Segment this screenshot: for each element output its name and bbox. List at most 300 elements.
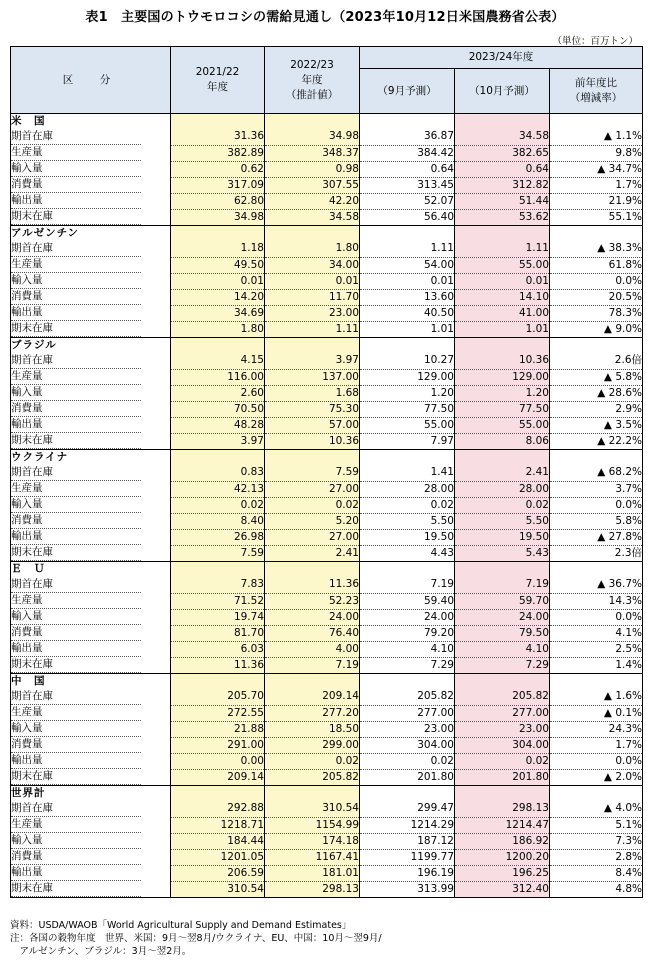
group-label: ブラジル (11, 338, 171, 354)
table-row (11, 433, 643, 450)
table-row (11, 385, 643, 401)
table-row (11, 497, 643, 513)
row-label-cell (11, 609, 171, 625)
group-label: アルゼンチン (11, 226, 171, 242)
change-cell: 0.0% (550, 609, 643, 625)
value-cell: 0.02 (171, 497, 265, 513)
change-cell: 0.0% (550, 497, 643, 513)
group-row (11, 226, 643, 242)
value-cell: 129.00 (455, 369, 550, 385)
value-cell: 8.40 (171, 513, 265, 529)
value-cell: 49.50 (171, 257, 265, 273)
row-label-cell (11, 849, 171, 865)
value-cell: 14.10 (455, 289, 550, 305)
value-cell: 384.42 (360, 145, 455, 161)
table-row (11, 657, 643, 674)
row-label-cell (11, 689, 171, 705)
row-label: 期首在庫 (11, 801, 141, 817)
group-spacer-cell (171, 562, 265, 578)
group-label: 米 国 (11, 114, 171, 130)
row-label: 期首在庫 (11, 241, 141, 257)
row-label-cell (11, 593, 171, 609)
table-row (11, 753, 643, 769)
row-label: 生産量 (11, 481, 141, 497)
header-2023-24: 2023/24年度 (360, 47, 643, 69)
value-cell: 4.43 (360, 545, 455, 562)
value-cell: 42.20 (265, 193, 360, 209)
table-row (11, 609, 643, 625)
value-cell: 5.20 (265, 513, 360, 529)
value-cell: 71.52 (171, 593, 265, 609)
row-label-cell (11, 209, 171, 226)
value-cell: 209.14 (171, 769, 265, 786)
row-label-cell (11, 417, 171, 433)
change-cell: ▲ 27.8% (550, 529, 643, 545)
value-cell: 1.80 (171, 321, 265, 338)
value-cell: 18.50 (265, 721, 360, 737)
row-label: 輸出量 (11, 865, 141, 881)
row-label-cell (11, 513, 171, 529)
value-cell: 186.92 (455, 833, 550, 849)
value-cell: 7.19 (455, 577, 550, 593)
row-label: 期末在庫 (11, 769, 141, 785)
row-label-cell (11, 129, 171, 145)
supply-demand-table (10, 46, 643, 898)
value-cell: 27.00 (265, 529, 360, 545)
header-category: 区 分 (11, 47, 171, 114)
value-cell: 10.36 (265, 433, 360, 450)
value-cell: 0.01 (171, 273, 265, 289)
value-cell: 40.50 (360, 305, 455, 321)
value-cell: 81.70 (171, 625, 265, 641)
group-spacer-cell (171, 114, 265, 130)
value-cell: 34.98 (171, 209, 265, 226)
row-label: 期首在庫 (11, 465, 141, 481)
row-label-cell (11, 177, 171, 193)
value-cell: 1.68 (265, 385, 360, 401)
value-cell: 0.83 (171, 465, 265, 481)
value-cell: 1218.71 (171, 817, 265, 833)
row-label: 消費量 (11, 513, 141, 529)
value-cell: 382.65 (455, 145, 550, 161)
row-label: 消費量 (11, 849, 141, 865)
value-cell: 23.00 (360, 721, 455, 737)
table-row (11, 625, 643, 641)
value-cell: 59.70 (455, 593, 550, 609)
value-cell: 0.01 (455, 273, 550, 289)
group-spacer-cell (265, 674, 360, 690)
row-label: 期首在庫 (11, 689, 141, 705)
value-cell: 277.00 (360, 705, 455, 721)
change-cell: ▲ 28.6% (550, 385, 643, 401)
source-note: 資料：USDA/WAOB「World Agricultural Supply and Demand Estimates」 (10, 920, 352, 931)
group-spacer-cell (550, 338, 643, 354)
change-cell: 0.0% (550, 273, 643, 289)
value-cell: 310.54 (171, 881, 265, 898)
value-cell: 0.02 (455, 753, 550, 769)
value-cell: 26.98 (171, 529, 265, 545)
change-cell: 2.3倍 (550, 545, 643, 562)
table-row (11, 321, 643, 338)
row-label: 生産量 (11, 705, 141, 721)
table-row (11, 737, 643, 753)
row-label-cell (11, 305, 171, 321)
change-cell: ▲ 0.1% (550, 705, 643, 721)
value-cell: 5.50 (455, 513, 550, 529)
value-cell: 137.00 (265, 369, 360, 385)
change-cell: 4.8% (550, 881, 643, 898)
row-label-cell (11, 257, 171, 273)
group-spacer-cell (550, 114, 643, 130)
header-oct-forecast: （10月予測） (455, 69, 550, 114)
group-spacer-cell (265, 450, 360, 466)
row-label: 輸入量 (11, 721, 141, 737)
value-cell: 14.20 (171, 289, 265, 305)
group-label: Ｅ Ｕ (11, 562, 171, 578)
table-row (11, 305, 643, 321)
change-cell: 2.8% (550, 849, 643, 865)
value-cell: 54.00 (360, 257, 455, 273)
row-label-cell (11, 833, 171, 849)
value-cell: 8.06 (455, 433, 550, 450)
value-cell: 174.18 (265, 833, 360, 849)
group-spacer-cell (360, 450, 455, 466)
value-cell: 5.43 (455, 545, 550, 562)
value-cell: 1.18 (171, 241, 265, 257)
change-cell: 1.7% (550, 177, 643, 193)
group-spacer-cell (265, 114, 360, 130)
table-row (11, 865, 643, 881)
row-label-cell (11, 241, 171, 257)
row-label-cell (11, 753, 171, 769)
value-cell: 0.62 (171, 161, 265, 177)
group-row (11, 674, 643, 690)
row-label: 輸出量 (11, 193, 141, 209)
value-cell: 11.70 (265, 289, 360, 305)
group-spacer-cell (550, 562, 643, 578)
row-label: 生産量 (11, 817, 141, 833)
row-label-cell (11, 193, 171, 209)
value-cell: 304.00 (455, 737, 550, 753)
row-label: 消費量 (11, 401, 141, 417)
group-row (11, 562, 643, 578)
change-cell: 24.3% (550, 721, 643, 737)
value-cell: 187.12 (360, 833, 455, 849)
row-label: 期首在庫 (11, 577, 141, 593)
value-cell: 4.15 (171, 353, 265, 369)
value-cell: 11.36 (171, 657, 265, 674)
value-cell: 312.40 (455, 881, 550, 898)
value-cell: 34.58 (455, 129, 550, 145)
change-cell: ▲ 5.8% (550, 369, 643, 385)
value-cell: 299.00 (265, 737, 360, 753)
value-cell: 205.82 (455, 689, 550, 705)
value-cell: 4.10 (455, 641, 550, 657)
group-spacer-cell (360, 786, 455, 802)
table-row (11, 465, 643, 481)
row-label-cell (11, 721, 171, 737)
unit-note: （単位：百万トン） (552, 36, 638, 47)
value-cell: 1.01 (360, 321, 455, 338)
row-label-cell (11, 369, 171, 385)
value-cell: 348.37 (265, 145, 360, 161)
row-label-cell (11, 481, 171, 497)
change-cell: 2.9% (550, 401, 643, 417)
table-row (11, 577, 643, 593)
table-row (11, 129, 643, 145)
value-cell: 4.00 (265, 641, 360, 657)
row-label: 消費量 (11, 177, 141, 193)
value-cell: 24.00 (360, 609, 455, 625)
change-cell: 21.9% (550, 193, 643, 209)
row-label: 輸出量 (11, 753, 141, 769)
value-cell: 5.50 (360, 513, 455, 529)
row-label: 輸入量 (11, 385, 141, 401)
table-row (11, 161, 643, 177)
row-label: 期末在庫 (11, 433, 141, 449)
change-cell: 2.5% (550, 641, 643, 657)
value-cell: 209.14 (265, 689, 360, 705)
change-cell: 5.8% (550, 513, 643, 529)
value-cell: 11.36 (265, 577, 360, 593)
crop-year-note-cont: アルゼンチン、ブラジル：3月～翌2月。 (10, 946, 192, 957)
value-cell: 298.13 (265, 881, 360, 898)
row-label: 生産量 (11, 257, 141, 273)
table-row (11, 417, 643, 433)
row-label: 輸入量 (11, 833, 141, 849)
table-title: 表1 主要国のトウモロコシの需給見通し（2023年10月12日米国農務省公表） (85, 10, 565, 25)
header-2021-22: 2021/22 年度 (171, 47, 265, 114)
value-cell: 382.89 (171, 145, 265, 161)
group-spacer-cell (360, 114, 455, 130)
value-cell: 317.09 (171, 177, 265, 193)
row-label-cell (11, 625, 171, 641)
value-cell: 1154.99 (265, 817, 360, 833)
row-label: 輸入量 (11, 161, 141, 177)
value-cell: 1.41 (360, 465, 455, 481)
value-cell: 299.47 (360, 801, 455, 817)
header-yoy-change: 前年度比 （増減率） (550, 69, 643, 114)
table-row (11, 641, 643, 657)
table-row (11, 177, 643, 193)
row-label-cell (11, 321, 171, 338)
group-spacer-cell (550, 450, 643, 466)
value-cell: 19.50 (360, 529, 455, 545)
table-row (11, 481, 643, 497)
row-label: 輸出量 (11, 305, 141, 321)
value-cell: 2.41 (265, 545, 360, 562)
value-cell: 42.13 (171, 481, 265, 497)
value-cell: 298.13 (455, 801, 550, 817)
value-cell: 1200.20 (455, 849, 550, 865)
group-spacer-cell (550, 674, 643, 690)
table-row (11, 833, 643, 849)
row-label-cell (11, 545, 171, 562)
value-cell: 313.99 (360, 881, 455, 898)
value-cell: 1201.05 (171, 849, 265, 865)
value-cell: 53.62 (455, 209, 550, 226)
group-spacer-cell (360, 562, 455, 578)
value-cell: 304.00 (360, 737, 455, 753)
table-row (11, 881, 643, 898)
value-cell: 181.01 (265, 865, 360, 881)
value-cell: 21.88 (171, 721, 265, 737)
value-cell: 23.00 (455, 721, 550, 737)
row-label-cell (11, 641, 171, 657)
value-cell: 10.27 (360, 353, 455, 369)
value-cell: 24.00 (455, 609, 550, 625)
value-cell: 292.88 (171, 801, 265, 817)
change-cell: 20.5% (550, 289, 643, 305)
change-cell: ▲ 3.5% (550, 417, 643, 433)
row-label: 輸入量 (11, 497, 141, 513)
value-cell: 307.55 (265, 177, 360, 193)
value-cell: 0.02 (265, 753, 360, 769)
group-row (11, 786, 643, 802)
value-cell: 57.00 (265, 417, 360, 433)
change-cell: 55.1% (550, 209, 643, 226)
table-row (11, 273, 643, 289)
value-cell: 79.20 (360, 625, 455, 641)
value-cell: 1.80 (265, 241, 360, 257)
change-cell: ▲ 1.1% (550, 129, 643, 145)
change-cell: ▲ 9.0% (550, 321, 643, 338)
value-cell: 52.23 (265, 593, 360, 609)
value-cell: 7.59 (265, 465, 360, 481)
change-cell: ▲ 38.3% (550, 241, 643, 257)
value-cell: 7.83 (171, 577, 265, 593)
header-2022-23: 2022/23 年度 （推計値） (265, 47, 360, 114)
value-cell: 310.54 (265, 801, 360, 817)
row-label-cell (11, 529, 171, 545)
change-cell: 7.3% (550, 833, 643, 849)
row-label-cell (11, 161, 171, 177)
group-spacer-cell (171, 450, 265, 466)
table-row (11, 801, 643, 817)
value-cell: 184.44 (171, 833, 265, 849)
value-cell: 34.00 (265, 257, 360, 273)
table-row (11, 289, 643, 305)
value-cell: 55.00 (455, 257, 550, 273)
group-spacer-cell (455, 450, 550, 466)
value-cell: 36.87 (360, 129, 455, 145)
row-label: 期首在庫 (11, 129, 141, 145)
value-cell: 196.19 (360, 865, 455, 881)
row-label-cell (11, 769, 171, 786)
change-cell: ▲ 22.2% (550, 433, 643, 450)
row-label-cell (11, 273, 171, 289)
row-label: 輸出量 (11, 417, 141, 433)
value-cell: 0.01 (265, 273, 360, 289)
row-label-cell (11, 353, 171, 369)
value-cell: 1214.47 (455, 817, 550, 833)
value-cell: 1.11 (455, 241, 550, 257)
row-label-cell (11, 465, 171, 481)
group-spacer-cell (455, 786, 550, 802)
value-cell: 4.10 (360, 641, 455, 657)
group-spacer-cell (265, 786, 360, 802)
value-cell: 2.41 (455, 465, 550, 481)
value-cell: 55.00 (455, 417, 550, 433)
row-label-cell (11, 817, 171, 833)
group-spacer-cell (360, 338, 455, 354)
table-row (11, 241, 643, 257)
value-cell: 59.40 (360, 593, 455, 609)
row-label-cell (11, 145, 171, 161)
change-cell: 9.8% (550, 145, 643, 161)
value-cell: 2.60 (171, 385, 265, 401)
row-label-cell (11, 881, 171, 898)
table-row (11, 545, 643, 562)
value-cell: 70.50 (171, 401, 265, 417)
value-cell: 13.60 (360, 289, 455, 305)
row-label: 輸入量 (11, 273, 141, 289)
row-label: 消費量 (11, 737, 141, 753)
value-cell: 56.40 (360, 209, 455, 226)
row-label: 期末在庫 (11, 545, 141, 561)
value-cell: 0.02 (360, 497, 455, 513)
row-label-cell (11, 657, 171, 674)
row-label: 期首在庫 (11, 353, 141, 369)
value-cell: 34.98 (265, 129, 360, 145)
row-label: 輸出量 (11, 529, 141, 545)
value-cell: 0.02 (265, 497, 360, 513)
change-cell: 8.4% (550, 865, 643, 881)
value-cell: 205.82 (265, 769, 360, 786)
value-cell: 79.50 (455, 625, 550, 641)
table-row (11, 689, 643, 705)
table-row (11, 593, 643, 609)
change-cell: 78.3% (550, 305, 643, 321)
value-cell: 31.36 (171, 129, 265, 145)
value-cell: 129.00 (360, 369, 455, 385)
table-row (11, 513, 643, 529)
value-cell: 1.01 (455, 321, 550, 338)
value-cell: 27.00 (265, 481, 360, 497)
table-body (11, 114, 643, 898)
group-label: 中 国 (11, 674, 171, 690)
row-label-cell (11, 801, 171, 817)
change-cell: 5.1% (550, 817, 643, 833)
value-cell: 75.30 (265, 401, 360, 417)
value-cell: 34.69 (171, 305, 265, 321)
change-cell: 14.3% (550, 593, 643, 609)
group-spacer-cell (360, 674, 455, 690)
row-label: 消費量 (11, 625, 141, 641)
value-cell: 0.00 (171, 753, 265, 769)
value-cell: 0.01 (360, 273, 455, 289)
value-cell: 0.02 (455, 497, 550, 513)
value-cell: 7.97 (360, 433, 455, 450)
value-cell: 3.97 (265, 353, 360, 369)
row-label: 期末在庫 (11, 321, 141, 337)
row-label-cell (11, 401, 171, 417)
value-cell: 77.50 (455, 401, 550, 417)
change-cell: 4.1% (550, 625, 643, 641)
value-cell: 55.00 (360, 417, 455, 433)
value-cell: 23.00 (265, 305, 360, 321)
value-cell: 1.20 (455, 385, 550, 401)
value-cell: 1.11 (360, 241, 455, 257)
table-row (11, 705, 643, 721)
change-cell: 1.7% (550, 737, 643, 753)
value-cell: 312.82 (455, 177, 550, 193)
value-cell: 41.00 (455, 305, 550, 321)
group-row (11, 338, 643, 354)
table-row (11, 369, 643, 385)
change-cell: 3.7% (550, 481, 643, 497)
value-cell: 0.64 (455, 161, 550, 177)
